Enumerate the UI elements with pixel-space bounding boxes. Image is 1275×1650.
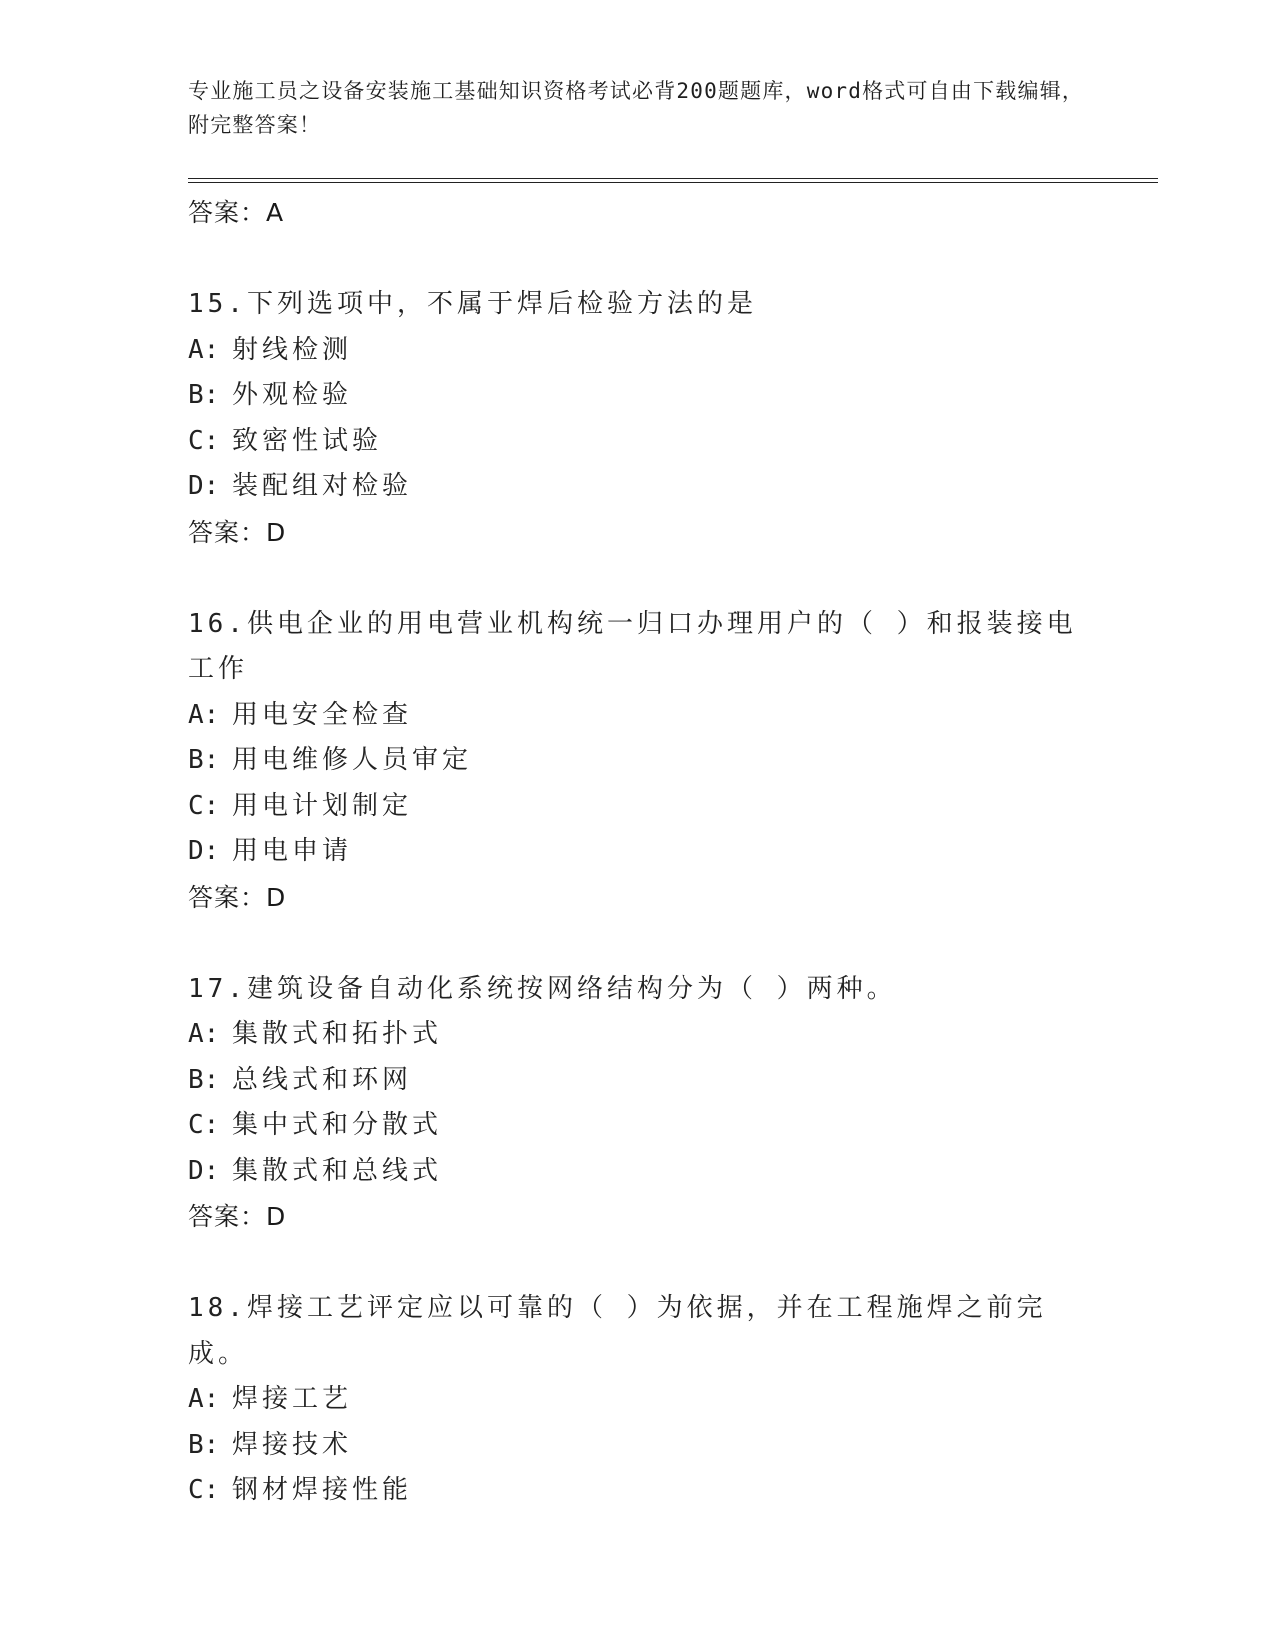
option-c (188, 1103, 1088, 1149)
option-b (188, 373, 1088, 419)
option-text: 集中式和分散式 (232, 1110, 443, 1140)
question-stem (188, 1286, 1088, 1377)
option-c (188, 784, 1088, 830)
answer-line (188, 875, 1088, 921)
option-letter: A: (188, 334, 220, 365)
option-text: 外观检验 (232, 380, 353, 410)
option-letter: D: (188, 1155, 220, 1186)
option-text: 装配组对检验 (232, 471, 413, 501)
option-letter: C: (188, 1475, 220, 1505)
question-number: 18. (188, 1293, 247, 1323)
spacer (188, 921, 1088, 967)
question-text: 建筑设备自动化系统按网络结构分为（ ）两种。 (246, 973, 897, 1004)
option-letter: D: (188, 836, 220, 866)
answer-label: 答案： (188, 1202, 267, 1231)
option-c (188, 1468, 1088, 1514)
page-header: 专业施工员之设备安装施工基础知识资格考试必背200题题库，word格式可自由下载编辑，附完整答案！ (188, 79, 1085, 137)
spacer (188, 236, 1088, 282)
option-d (188, 1149, 1088, 1195)
option-letter: C: (188, 790, 220, 821)
option-text: 钢材焊接性能 (232, 1475, 413, 1505)
option-a (188, 1012, 1088, 1058)
option-c (188, 419, 1088, 465)
option-text: 致密性试验 (232, 425, 383, 456)
option-a (188, 693, 1088, 739)
option-a (188, 1377, 1088, 1423)
question-stem (188, 967, 1088, 1013)
option-text: 用电安全检查 (232, 699, 413, 730)
option-letter: B: (188, 745, 220, 775)
header-divider-bottom (188, 182, 1158, 183)
spacer (188, 1240, 1088, 1286)
question-text: 供电企业的用电营业机构统一归口办理用户的（ ）和报装接电工作 (188, 608, 1077, 684)
question-text: 下列选项中，不属于焊后检验方法的是 (246, 289, 757, 319)
option-letter: B: (188, 1429, 220, 1460)
option-a (188, 328, 1088, 374)
answer-value: A (266, 198, 285, 227)
option-letter: C: (188, 425, 220, 456)
option-b (188, 738, 1088, 784)
header-divider-top (188, 178, 1158, 179)
answer-value: D (266, 882, 287, 912)
answer-value: D (266, 1202, 287, 1231)
option-letter: A: (188, 1019, 220, 1049)
option-text: 焊接工艺 (232, 1384, 353, 1414)
option-b (188, 1423, 1088, 1469)
option-text: 射线检测 (232, 334, 353, 365)
answer-value: D (266, 517, 287, 547)
answer-label: 答案： (188, 198, 267, 227)
option-letter: C: (188, 1110, 220, 1140)
answer-label: 答案： (188, 882, 267, 912)
option-text: 集散式和总线式 (232, 1155, 443, 1186)
option-letter: D: (188, 471, 220, 501)
option-text: 集散式和拓扑式 (232, 1019, 443, 1049)
spacer (188, 556, 1088, 602)
question-stem (188, 282, 1088, 328)
answer-line (188, 190, 1088, 236)
question-number: 16. (188, 608, 247, 639)
question-number: 17. (188, 973, 247, 1004)
option-text: 焊接技术 (232, 1429, 353, 1460)
option-letter: B: (188, 380, 220, 410)
option-d (188, 464, 1088, 510)
option-letter: A: (188, 1384, 220, 1414)
option-d (188, 829, 1088, 875)
option-text: 用电维修人员审定 (232, 745, 473, 775)
option-letter: A: (188, 699, 220, 730)
option-text: 用电申请 (232, 836, 353, 866)
answer-line (188, 1194, 1088, 1240)
question-text: 焊接工艺评定应以可靠的（ ）为依据，并在工程施焊之前完成。 (188, 1293, 1047, 1369)
question-stem (188, 602, 1088, 693)
option-b (188, 1058, 1088, 1104)
option-text: 用电计划制定 (232, 790, 413, 821)
question-number: 15. (188, 289, 247, 319)
option-letter: B: (188, 1064, 220, 1095)
question-list (188, 190, 1088, 1514)
option-text: 总线式和环网 (232, 1064, 413, 1095)
answer-label: 答案： (188, 517, 267, 547)
answer-line (188, 510, 1088, 556)
